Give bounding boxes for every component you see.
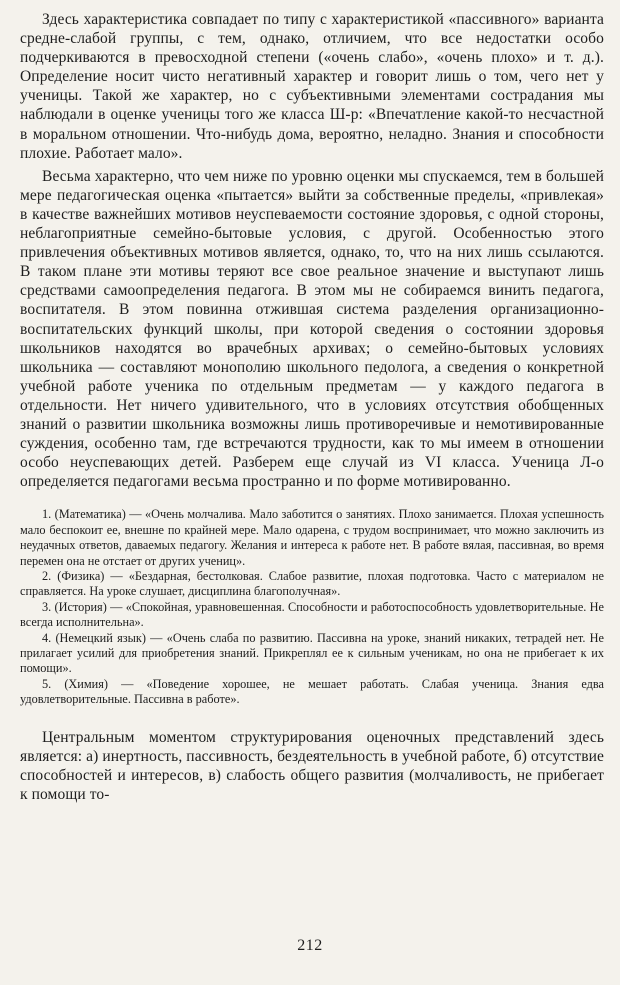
note-history: 3. (История) — «Спокойная, уравновешенная. Способности и работоспособность удовлетворительные. Не всегда исполнительна». xyxy=(20,599,604,630)
paragraph-2: Весьма характерно, что чем ниже по уровню оценки мы спускаемся, тем в большей мере педагогическая оценка «пытается» выйти за собственные пределы, «привлекая» в качестве важнейших мотивов неуспеваемости состояние здоровья, с одной стороны, неблагоприятные семейно-бытовые условия, с другой. Особенностью этого привлечения объективных мотивов является, однако, то, что на них лишь ссылаются. В таком плане эти мотивы теряют все свое реальное значение и выступают лишь средствами самоопределения педагога. В этом мы не собираемся винить педагога, воспитателя. В этом повинна отжившая система разделения организационно-воспитательских функций школы, при которой сведения о состоянии здоровья школьников находятся во врачебных архивах; о семейно-бытовых условиях школьника — составляют монополию школьного педолога, а сведения о конкретной учебной работе ученика по отдельным предметам — у каждого педагога в отдельности. Нет ничего удивительного, что в условиях отсутствия обобщенных знаний о развитии школьника возможны лишь противоречивые и немотивированные суждения, особенно там, где встречаются трудности, как то мы имеем в отношении особо неуспевающих детей. Разберем еще случай из VI класса. Ученица Л-о определяется педагогами весьма пространно и по форме мотивированно. xyxy=(20,167,604,491)
note-chemistry: 5. (Химия) — «Поведение хорошее, не мешает работать. Слабая ученица. Знания едва удовлетворительные. Пассивна в работе». xyxy=(20,676,604,707)
page-number: 212 xyxy=(297,937,323,954)
teacher-notes xyxy=(20,507,604,707)
note-physics: 2. (Физика) — «Бездарная, бестолковая. Слабое развитие, плохая подготовка. Часто с материалом не справляется. На уроке слушает, дисциплина благополучная». xyxy=(20,568,604,599)
paragraph-1: Здесь характеристика совпадает по типу с характеристикой «пассивного» варианта средне-слабой группы, с тем, однако, отличием, что все недостатки особо подчеркиваются в превосходной степени («очень слабо», «очень плохо» и т. д.). Определение носит чисто негативный характер и говорит лишь о том, чего нет у ученицы. Такой же характер, но с субъективными элементами сострадания мы наблюдали в оценке ученицы того же класса Ш-р: «Впечатление какой-то несчастной в моральном отношении. Что-нибудь дома, вероятно, неладно. Знания и способности плохие. Работает мало». xyxy=(20,11,604,162)
note-math: 1. (Математика) — «Очень молчалива. Мало заботится о занятиях. Плохо занимается. Плохая успешность мало беспокоит ее, внешне по крайней мере. Мало одарена, с трудом воспринимает, что можно заключить из неудачных ответов, даваемых педагогу. Желания и интереса к работе нет. В работе вялая, пассивная, во время перемен она не отстает от других учениц». xyxy=(20,507,604,568)
note-german: 4. (Немецкий язык) — «Очень слаба по развитию. Пассивна на уроке, знаний никаких, тетрадей нет. Не прилагает усилий для приобретения знаний. Прикреплял ее к сильным ученикам, но она не прибегает к их помощи». xyxy=(20,630,604,676)
closing-paragraph: Центральным моментом структурирования оценочных представлений здесь является: а) инертность, пассивность, бездеятельность в учебной работе, б) отсутствие способностей и интересов, в) слабость общего развития (молчаливость, не прибегает к помощи то- xyxy=(20,728,604,803)
